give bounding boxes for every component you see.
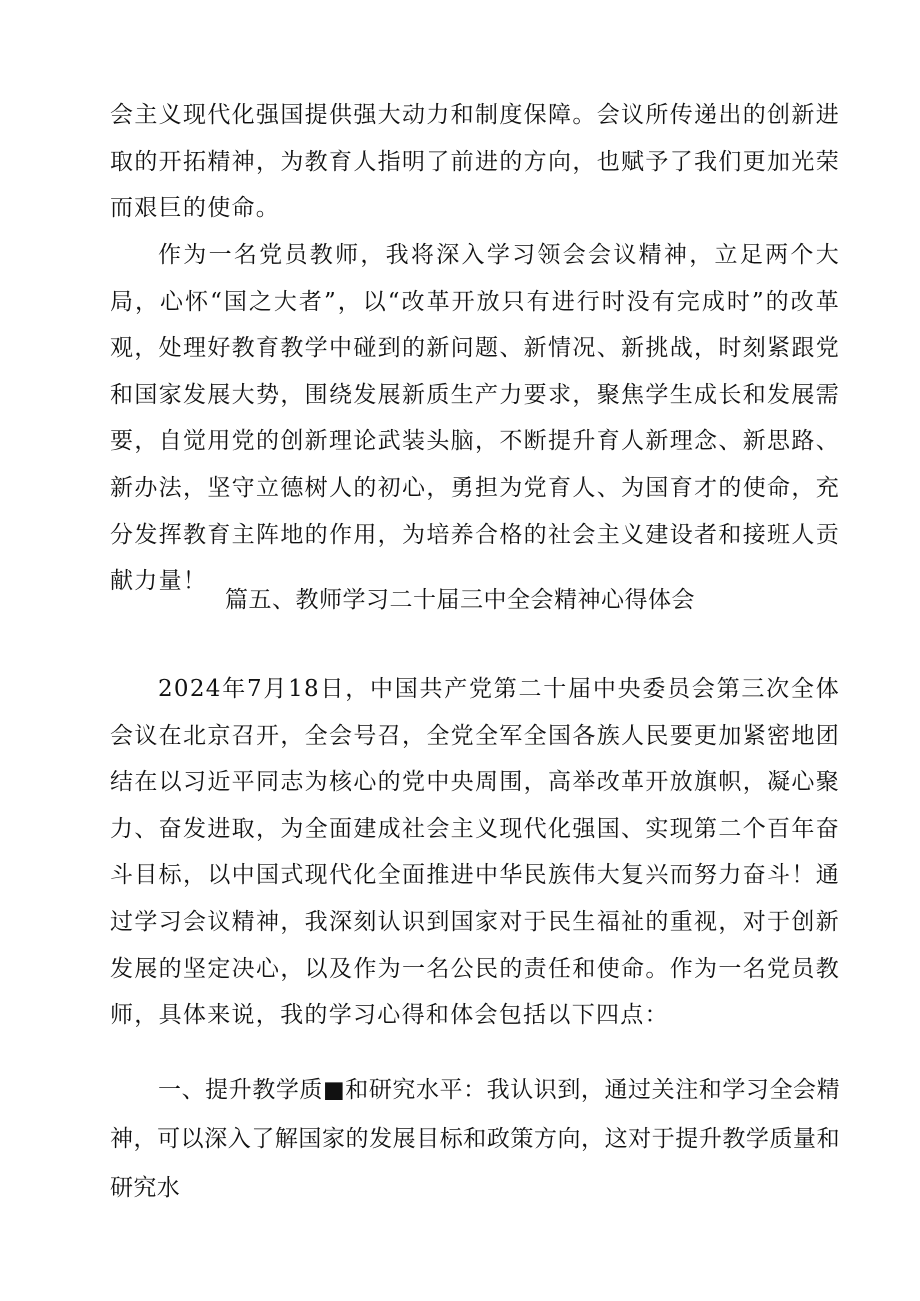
paragraph-3: 2024年7月18日，中国共产党第二十届中央委员会第三次全体会议在北京召开，全会号召，全党全军全国各族人民要更加紧密地团结在以习近平同志为核心的党中央周围，高举改革开放旗帜，凝心聚力、奋发进取，为全面建成社会主义现代化强国、实现第二个百年奋斗目标，以中国式现代化全面推进中华民族伟大复兴而努力奋斗！通过学习会议精神，我深刻认识到国家对于民生福祉的重视，对于创新发展的坚定决心，以及作为一名公民的责任和使命。作为一名党员教师，具体来说，我的学习心得和体会包括以下四点： xyxy=(110,676,840,1029)
paragraph-4: 一、提升教学质■和研究水平：我认识到，通过关注和学习全会精神，可以深入了解国家的发展目标和政策方向，这对于提升教学质量和研究水 xyxy=(110,1077,840,1201)
paragraph-1: 会主义现代化强国提供强大动力和制度保障。会议所传递出的创新进取的开拓精神，为教育人指明了前进的方向，也赋予了我们更加光荣而艰巨的使命。 xyxy=(110,102,840,222)
paragraph-2: 作为一名党员教师，我将深入学习领会会议精神，立足两个大局，心怀“国之大者”，以“改革开放只有进行时没有完成时”的改革观，处理好教育教学中碰到的新问题、新情况、新挑战，时刻紧跟党和国家发展大势，围绕发展新质生产力要求，聚焦学生成长和发展需要，自觉用党的创新理论武装头脑，不断提升育人新理念、新思路、新办法，坚守立德树人的初心，勇担为党育人、为国育才的使命，充分发挥教育主阵地的作用，为培养合格的社会主义建设者和接班人贡献力量！ xyxy=(110,242,840,595)
section-heading: 篇五、教师学习二十届三中全会精神心得体会 xyxy=(225,587,695,613)
